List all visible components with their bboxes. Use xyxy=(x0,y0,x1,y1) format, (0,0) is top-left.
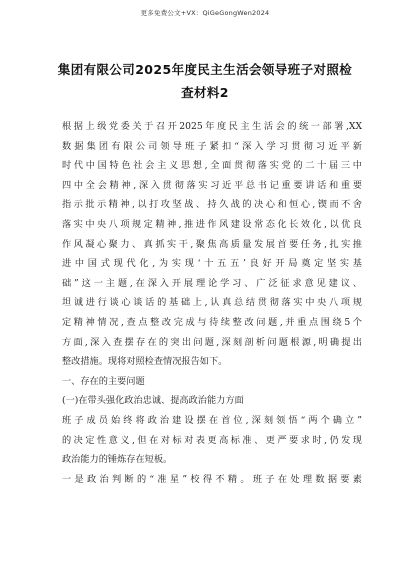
body-line: 政治能力的锤炼存在短板。 xyxy=(62,454,173,466)
body-line: 一是政治判断的“准星”校得不精。班子在处理数据要素 xyxy=(62,473,362,485)
document-title-line-2: 查材料2 xyxy=(181,85,229,100)
subsection-heading: (一)在带头强化政治忠诚、提高政治能力方面 xyxy=(62,395,244,407)
body-line: 根据上级党委关于召开2025年度民主生活会的统一部署,XX xyxy=(62,121,362,132)
body-line: 时代中国特色社会主义思想,全面贯彻落实党的二十届三中 xyxy=(62,160,362,172)
body-line: 数据集团有限公司领导班子紧扣“深入学习贯彻习近平新 xyxy=(62,140,362,152)
body-line: 指示批示精神,以打攻坚战、持久战的决心和恒心,锲而不舍 xyxy=(62,199,362,211)
section-heading: 一、存在的主要问题 xyxy=(62,375,145,387)
body-line: 定精神情况,查点整改完成与待续整改问题,并重点围绕5个 xyxy=(62,316,362,328)
body-line: 础”这一主题,在深入开展理论学习、广泛征求意见建议、 xyxy=(62,277,362,289)
body-line: 整改措施。现将对照检查情况报告如下。 xyxy=(62,356,228,368)
body-line: 班子成员始终将政治建设摆在首位,深刻领悟“两个确立” xyxy=(62,414,362,426)
document-title-line-1: 集团有限公司2025年度民主生活会领导班子对照检 xyxy=(57,62,353,77)
header-note: 更多免费公文+VX：QiGeGongWen2024 xyxy=(140,9,270,17)
body-line: 坦诚进行谈心谈话的基础上,认真总结贯彻落实中央八项规 xyxy=(62,297,362,309)
body-line: 方面,深入查摆存在的突出问题,深刻剖析问题根源,明确提出 xyxy=(62,336,362,348)
body-line: 进中国式现代化,为实现‘十五五’良好开局奠定坚实基 xyxy=(62,258,362,270)
document-body xyxy=(62,117,362,489)
body-line: 的决定性意义,但在对标对表更高标准、更严要求时,仍发现 xyxy=(62,434,362,446)
body-line: 四中全会精神,深入贯彻落实习近平总书记重要讲话和重要 xyxy=(62,179,362,191)
body-line: 落实中央八项规定精神,推进作风建设常态化长效化,以优良 xyxy=(62,218,362,230)
body-line: 作风凝心聚力、真抓实干,聚焦高质量发展首要任务,扎实推 xyxy=(62,238,362,250)
